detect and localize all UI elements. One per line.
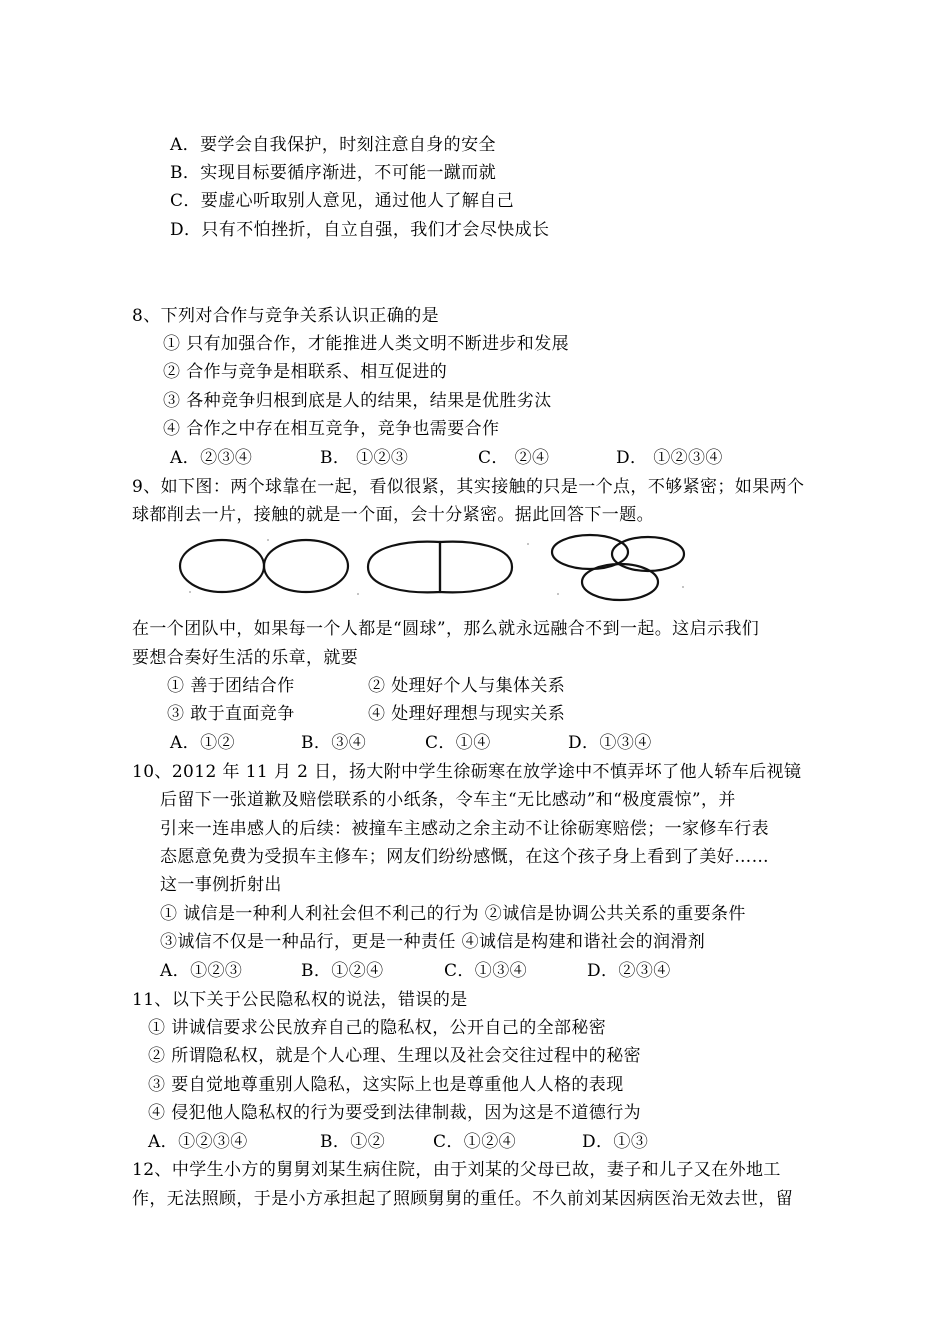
q10-option-d: D．②③④ <box>587 961 671 981</box>
q11-options <box>148 1131 648 1153</box>
q8-item-2: ② 合作与竞争是相联系、相互促进的 <box>163 362 448 382</box>
q9-option-c: C．①④ <box>425 733 491 753</box>
q8-option-c: C． ②④ <box>478 448 550 468</box>
q8-item-4: ④ 合作之中存在相互竞争，竞争也需要合作 <box>163 419 500 439</box>
q11-option-c: C．①②④ <box>433 1132 517 1152</box>
q12-stem-line-1: 12、中学生小方的舅舅刘某生病住院，由于刘某的父母已故，妻子和儿子又在外地工 <box>132 1160 781 1180</box>
q9-context-line-2: 要想合奏好生活的乐章，就要 <box>132 648 359 668</box>
q11-option-a: A．①②③④ <box>148 1132 248 1152</box>
q7-option-a: A．要学会自我保护，时刻注意自身的安全 <box>170 135 496 155</box>
q9-items-row-1 <box>167 675 565 697</box>
q9-item-1: ① 善于团结合作 <box>167 676 295 696</box>
q9-context-line-1: 在一个团队中，如果每一个人都是“圆球”，那么就永远融合不到一起。这启示我们 <box>132 619 760 639</box>
q9-stem-line-1: 9、如下图：两个球靠在一起，看似很紧，其实接触的只是一个点，不够紧密；如果两个 <box>132 477 805 497</box>
q10-option-b: B．①②④ <box>301 961 384 981</box>
q9-option-d: D．①③④ <box>568 733 652 753</box>
q11-stem: 11、以下关于公民隐私权的说法，错误的是 <box>132 990 468 1010</box>
q11-item-2: ② 所谓隐私权，就是个人心理、生理以及社会交往过程中的秘密 <box>148 1046 642 1066</box>
q9-stem-line-2: 球都削去一片，接触的就是一个面，会十分紧密。据此回答下一题。 <box>132 505 654 525</box>
q10-option-c: C．①③④ <box>444 961 528 981</box>
q10-items-line-2: ③诚信不仅是一种品行，更是一种责任 ④诚信是构建和谐社会的润滑剂 <box>160 932 706 952</box>
q9-options <box>170 732 652 754</box>
q8-options <box>170 447 723 469</box>
q10-option-a: A．①②③ <box>160 961 243 981</box>
q9-item-2: ② 处理好个人与集体关系 <box>368 676 566 696</box>
q8-stem: 8、下列对合作与竞争关系认识正确的是 <box>132 306 440 326</box>
q12-stem-line-2: 作，无法照顾，于是小方承担起了照顾舅舅的重任。不久前刘某因病医治无效去世，留 <box>132 1189 794 1209</box>
q8-option-b: B． ①②③ <box>320 448 409 468</box>
ball-right-2 <box>440 542 512 593</box>
q11-item-1: ① 讲诚信要求公民放弃自己的隐私权，公开自己的全部秘密 <box>148 1018 607 1038</box>
q11-item-3: ③ 要自觉地尊重别人隐私，这实际上也是尊重他人人格的表现 <box>148 1075 624 1095</box>
q8-option-a: A．②③④ <box>170 448 253 468</box>
circles-figure <box>178 532 698 602</box>
q7-option-b: B．实现目标要循序渐进，不可能一蹴而就 <box>170 163 497 183</box>
q11-option-d: D．①③ <box>582 1132 649 1152</box>
q10-stem-line-3: 引来一连串感人的后续：被撞车主感动之余主动不让徐砺寒赔偿；一家修车行表 <box>160 819 769 839</box>
q10-stem-line-2: 后留下一张道歉及赔偿联系的小纸条，令车主“无比感动”和“极度震惊”，并 <box>160 790 736 810</box>
q10-stem-line-5: 这一事例折射出 <box>160 875 282 895</box>
q8-item-1: ① 只有加强合作，才能推进人类文明不断进步和发展 <box>163 334 570 354</box>
ball-top-right-3 <box>612 537 684 571</box>
q9-item-3: ③ 敢于直面竞争 <box>167 704 295 724</box>
ball-right-1 <box>264 540 348 592</box>
q11-item-4: ④ 侵犯他人隐私权的行为要受到法律制裁，因为这是不道德行为 <box>148 1103 642 1123</box>
q10-stem-line-4: 态愿意免费为受损车主修车；网友们纷纷感慨，在这个孩子身上看到了美好…… <box>160 847 769 867</box>
ball-left-2 <box>368 542 440 593</box>
q8-option-d: D． ①②③④ <box>616 448 723 468</box>
q10-options <box>160 960 671 982</box>
q9-option-b: B．③④ <box>301 733 367 753</box>
q8-item-3: ③ 各种竞争归根到底是人的结果，结果是优胜劣汰 <box>163 391 552 411</box>
q11-option-b: B．①② <box>320 1132 386 1152</box>
q10-items-line-1: ① 诚信是一种利人利社会但不利己的行为 ②诚信是协调公共关系的重要条件 <box>160 904 746 924</box>
q7-option-d: D．只有不怕挫折，自立自强，我们才会尽快成长 <box>170 220 550 240</box>
ball-bottom-3 <box>582 564 658 600</box>
q9-items-row-2 <box>167 703 565 725</box>
ball-left-1 <box>180 540 264 592</box>
q9-option-a: A．①② <box>170 733 235 753</box>
q7-option-c: C．要虚心听取别人意见，通过他人了解自己 <box>170 191 515 211</box>
q10-stem-line-1: 10、2012 年 11 月 2 日，扬大附中学生徐砺寒在放学途中不慎弄坏了他人轿车后视镜 <box>132 762 802 782</box>
q9-item-4: ④ 处理好理想与现实关系 <box>368 704 566 724</box>
